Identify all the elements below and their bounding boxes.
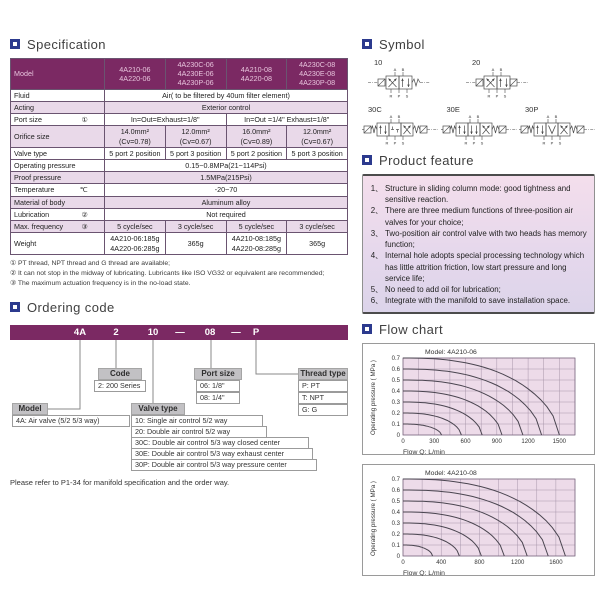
spec-row <box>11 172 348 184</box>
feature-item <box>368 228 588 250</box>
chart-text: 0.2 <box>391 411 400 418</box>
feature-item <box>368 295 588 306</box>
spec-cell <box>287 147 348 159</box>
section-bullet-icon <box>10 39 20 49</box>
section-bullet-icon <box>10 302 20 312</box>
cell-line: 5 port 2 position <box>109 148 161 158</box>
cell-line: 5 port 3 position <box>291 148 343 158</box>
valve-symbol-20 <box>466 58 528 103</box>
chart-text: Flow Q: L/min <box>403 570 445 577</box>
symbol-row-2 <box>362 105 595 150</box>
spec-row-label: Operating pressure <box>11 159 105 171</box>
cell-line: (Cv=0.67) <box>301 136 333 146</box>
valve-symbol-drawing <box>519 115 595 145</box>
section-bullet-icon <box>362 155 372 165</box>
ordering-code-title: Ordering code <box>27 299 115 315</box>
feature-text: Internal hole adopts special processing technology which has little attrition friction, low start pressure and long service life; <box>385 251 585 283</box>
chart-text: 0.4 <box>391 510 400 517</box>
ordering-option-thread_type: T: NPT <box>298 392 348 404</box>
product-feature-box <box>362 174 595 314</box>
chart-text: S <box>480 140 483 145</box>
cell-line: 1.5MPa(215Psi) <box>200 173 252 183</box>
feature-number: 5、 <box>370 284 383 294</box>
feature-text: Structure in sliding column mode: good tightness and sensitive reaction. <box>385 184 571 205</box>
cell-line: 16.0mm² <box>242 127 271 137</box>
spec-cell <box>105 184 348 196</box>
chart-text: 0.1 <box>391 543 400 550</box>
spec-cell <box>287 233 348 254</box>
chart-text: R <box>542 140 546 145</box>
chart-text: A <box>389 115 393 119</box>
valve-symbol-drawing <box>441 115 517 145</box>
feature-item <box>368 250 588 284</box>
spec-cell <box>226 233 287 254</box>
valve-symbol-label: 30E <box>446 105 460 114</box>
chart-text: R <box>464 140 467 145</box>
model-line: 4A230P-06 <box>177 78 214 88</box>
chart-text: B <box>397 115 401 119</box>
cell-line: 5 port 3 position <box>170 148 222 158</box>
cell-line: 12.0mm² <box>302 127 332 137</box>
spec-row-label: Max. frequency ③ <box>11 221 105 233</box>
feature-text: Integrate with the manifold to save installation space. <box>385 296 571 306</box>
spec-cell <box>165 126 226 147</box>
ordering-option-thread_type: G: G <box>298 404 348 416</box>
spec-cell <box>226 114 348 126</box>
model-column-cell <box>165 59 226 90</box>
feature-text: There are three medium functions of three-position air valves for your choice; <box>385 206 574 227</box>
spec-cell <box>287 126 348 147</box>
ordering-group-label-code: Code <box>98 368 142 380</box>
cell-line: 3 cycle/sec <box>299 222 335 232</box>
spec-cell <box>105 196 348 208</box>
chart-text: 0.6 <box>391 367 400 374</box>
chart-text: B <box>401 68 405 72</box>
chart-text: A <box>546 115 550 119</box>
chart-text: 1600 <box>549 560 563 567</box>
feature-number: 1、 <box>370 184 383 193</box>
flow-chart-panel <box>362 343 595 455</box>
chart-text: 800 <box>474 560 485 567</box>
y-axis-label: Operating pressure ( MPa ) <box>370 481 377 557</box>
chart-text: 0.5 <box>391 378 400 385</box>
chart-text: R <box>389 93 393 98</box>
ordering-option-port_size: 08: 1/4" <box>196 392 240 404</box>
spec-row <box>11 159 348 171</box>
valve-symbol-drawing <box>368 68 430 98</box>
ordering-option-valve_type: 30C: Double air control 5/3 way closed center <box>131 437 309 449</box>
cell-line: In=Out=Exhaust=1/8" <box>130 115 200 125</box>
spec-cell <box>105 101 348 113</box>
spec-cell <box>226 126 287 147</box>
spec-footnotes <box>10 259 348 290</box>
cell-line: In=Out =1/4" Exhaust=1/8" <box>244 115 330 125</box>
cell-line: 12.0mm² <box>181 127 210 137</box>
row-note-mark: ℃ <box>79 185 88 195</box>
section-bullet-icon <box>362 324 372 334</box>
chart-text: 0 <box>396 554 400 561</box>
spec-cell <box>226 147 287 159</box>
model-column-cell <box>105 59 166 90</box>
ordering-code-segment: 08 <box>204 327 216 339</box>
valve-symbol-label: 20 <box>472 58 481 67</box>
valve-symbols <box>362 58 595 150</box>
chart-text: A <box>491 68 495 72</box>
cell-line: Aluminum alloy <box>201 197 251 207</box>
cell-line: 4A210-08:185g <box>231 234 281 244</box>
chart-text: 300 <box>429 439 440 446</box>
cell-line: 4A220-06:285g <box>110 243 160 253</box>
feature-number: 3、 <box>370 228 383 238</box>
ordering-code-segment: — <box>175 327 185 339</box>
feature-item <box>368 284 588 295</box>
chart-text: 1200 <box>510 560 525 567</box>
cell-line: 365g <box>309 238 326 248</box>
ordering-group-label-port_size: Port size <box>194 368 242 380</box>
spec-row <box>11 233 348 254</box>
valve-symbol-30E <box>441 105 517 150</box>
chart-text: 0 <box>401 439 405 446</box>
spec-cell <box>105 208 348 220</box>
product-feature-title: Product feature <box>379 152 474 168</box>
ordering-group-label-valve_type: Valve type <box>131 403 185 415</box>
model-line: 4A230C-06 <box>177 60 214 69</box>
chart-text: S <box>558 140 562 145</box>
spec-row <box>11 89 348 101</box>
ordering-code-segment: 2 <box>113 327 119 339</box>
valve-symbol-label: 30P <box>525 105 539 114</box>
spec-row <box>11 114 348 126</box>
footnote-line: ③ The maximum actuation frequency is in the no-load state. <box>10 280 191 288</box>
spec-cell <box>105 126 166 147</box>
valve-symbol-drawing <box>466 68 528 98</box>
feature-number: 6、 <box>370 296 383 306</box>
footnote-line: ② It can not stop in the midway of lubricating. Lubricants like ISO VG32 or equivalent are recommended; <box>10 269 325 277</box>
chart-text: A <box>393 68 397 72</box>
cell-line: 5 cycle/sec <box>117 222 153 232</box>
row-note-mark: ③ <box>81 222 88 232</box>
chart-text: R <box>487 93 491 98</box>
cell-line: (Cv=0.78) <box>118 136 151 146</box>
flow-charts <box>362 343 595 576</box>
spec-cell <box>165 233 226 254</box>
chart-text: 0.7 <box>391 356 400 363</box>
specification-table <box>10 58 348 255</box>
cell-line: 3 cycle/sec <box>177 222 214 232</box>
ordering-code-segment: P <box>252 327 260 339</box>
model-line: 4A230C-08 <box>298 60 336 69</box>
spec-cell <box>105 147 166 159</box>
chart-text: Flow Q: L/min <box>403 449 445 456</box>
ordering-option-valve_type: 10: Single air control 5/2 way <box>131 415 263 427</box>
spec-row-label: Orifice size <box>11 126 105 147</box>
chart-text: 600 <box>460 439 471 446</box>
ordering-option-port_size: 06: 1/8" <box>196 380 240 392</box>
spec-row-label: Valve type <box>11 147 105 159</box>
feature-item <box>368 205 588 227</box>
chart-text: 0.6 <box>391 488 400 495</box>
cell-line: 4A210-06:185g <box>110 234 160 244</box>
ordering-option-valve_type: 20: Double air control 5/2 way <box>131 426 267 438</box>
flow-chart-svg <box>363 345 594 455</box>
chart-text: 0 <box>396 433 400 440</box>
spec-row <box>11 184 348 196</box>
feature-text: No need to add oil for lubrication; <box>385 284 501 294</box>
chart-text: 1500 <box>552 439 567 446</box>
symbol-title: Symbol <box>379 36 425 52</box>
feature-text: Two-position air control valve with two heads has memory function; <box>385 228 587 250</box>
model-line: 4A230E-08 <box>299 69 336 79</box>
ordering-code-segment: 10 <box>147 327 159 339</box>
spec-row-label: Material of body <box>11 196 105 208</box>
model-line: 4A220-08 <box>240 73 272 83</box>
ordering-option-thread_type: P: PT <box>298 380 348 392</box>
valve-symbol-label: 30C <box>368 105 382 114</box>
ordering-code-header <box>10 299 348 315</box>
product-feature-header <box>362 152 595 168</box>
chart-text: B <box>476 115 479 119</box>
model-column-cell <box>287 59 348 90</box>
model-line: 4A210-06 <box>119 64 151 74</box>
chart-text: 900 <box>491 439 502 446</box>
ordering-option-code: 2: 200 Series <box>94 380 146 392</box>
row-note-mark: ② <box>81 209 88 219</box>
flow-chart-svg <box>363 466 594 576</box>
right-column <box>362 36 595 585</box>
ordering-group-label-thread_type: Thread type <box>298 368 348 380</box>
chart-text: P <box>495 93 499 98</box>
flow-chart-panel <box>362 464 595 576</box>
spec-row-label: Lubrication ② <box>11 208 105 220</box>
valve-symbol-10 <box>368 58 430 103</box>
chart-text: R <box>385 140 389 145</box>
cell-line: 0.15~0.8MPa(21~114Psi) <box>185 160 267 170</box>
chart-text: P <box>550 140 554 145</box>
cell-line: 14.0mm² <box>120 127 150 137</box>
feature-number: 2、 <box>370 206 383 216</box>
valve-symbol-drawing <box>362 115 438 145</box>
chart-text: Model: 4A210-06 <box>425 349 477 357</box>
cell-line: Not required <box>206 209 246 219</box>
section-bullet-icon <box>362 39 372 49</box>
chart-text: Model: 4A210-08 <box>425 470 477 478</box>
specification-title: Specification <box>27 36 106 52</box>
ordering-group-label-model: Model <box>12 403 48 415</box>
cell-line: (Cv=0.67) <box>179 136 212 146</box>
model-column-cell <box>226 59 287 90</box>
chart-text: 400 <box>436 560 447 567</box>
valve-symbol-30C <box>362 105 438 150</box>
spec-row <box>11 101 348 113</box>
specification-header <box>10 36 348 52</box>
chart-text: S <box>503 93 507 98</box>
spec-cell <box>105 159 348 171</box>
cell-line: 5 port 2 position <box>230 148 282 158</box>
model-corner-cell: Model <box>11 59 105 90</box>
cell-line: -20~70 <box>214 185 238 195</box>
spec-row <box>11 208 348 220</box>
chart-text: 0.3 <box>391 521 400 528</box>
spec-cell <box>287 221 348 233</box>
feature-item <box>368 183 588 205</box>
spec-row <box>11 126 348 147</box>
chart-text: A <box>468 115 471 119</box>
ordering-code-segment: — <box>231 327 241 339</box>
ordering-option-valve_type: 30E: Double air control 5/3 way exhaust center <box>131 448 313 460</box>
spec-row-label: Acting <box>11 101 105 113</box>
symbol-row-1 <box>362 58 595 103</box>
spec-row <box>11 147 348 159</box>
spec-row <box>11 196 348 208</box>
cell-line: 365g <box>187 238 204 248</box>
spec-cell <box>105 172 348 184</box>
model-line: 4A230E-06 <box>177 69 214 79</box>
spec-row-label: Proof pressure <box>11 172 105 184</box>
cell-line: 4A220-08:285g <box>231 243 281 253</box>
ordering-code-segment: 4A <box>73 327 87 339</box>
chart-text: 1200 <box>521 439 535 446</box>
chart-text: 0.7 <box>391 477 400 484</box>
chart-text: P <box>397 93 401 98</box>
chart-text: 0 <box>401 560 405 567</box>
row-note-mark: ① <box>81 115 88 125</box>
ordering-code-diagram <box>10 325 348 497</box>
footnote-line: ① PT thread, NPT thread and G thread are available; <box>10 259 170 267</box>
chart-text: S <box>405 93 409 98</box>
cell-line: 5 cycle/sec <box>238 222 275 232</box>
spec-cell <box>105 114 227 126</box>
chart-text: S <box>401 140 405 145</box>
spec-cell <box>105 89 348 101</box>
left-column <box>10 36 348 497</box>
chart-text: 0.3 <box>391 400 400 407</box>
spec-header-row <box>11 59 348 90</box>
chart-text: B <box>554 115 558 119</box>
flow-chart-header <box>362 321 595 337</box>
symbol-header <box>362 36 595 52</box>
y-axis-label: Operating pressure ( MPa ) <box>370 360 377 436</box>
chart-text: P <box>393 140 397 145</box>
spec-row <box>11 221 348 233</box>
cell-line: Exterior control <box>201 102 251 112</box>
spec-row-label: Weight <box>11 233 105 254</box>
model-line: 4A220-06 <box>119 73 151 83</box>
chart-text: 0.5 <box>391 499 400 506</box>
ordering-note: Please refer to P1-34 for manifold specification and the order way. <box>10 478 230 488</box>
feature-number: 4、 <box>370 251 383 261</box>
ordering-option-valve_type: 30P: Double air control 5/3 way pressure center <box>131 459 317 471</box>
model-line: 4A210-08 <box>240 64 272 74</box>
chart-text: 0.2 <box>391 532 400 539</box>
spec-cell <box>105 221 166 233</box>
spec-row-label: Port size ① <box>11 114 105 126</box>
chart-text: B <box>499 68 503 72</box>
flow-chart-title: Flow chart <box>379 321 443 337</box>
spec-cell <box>226 221 287 233</box>
cell-line: (Cv=0.89) <box>240 136 273 146</box>
spec-row-label: Fluid <box>11 89 105 101</box>
cell-line: Air( to be filtered by 40um filter element) <box>162 90 290 100</box>
model-line: 4A230P-08 <box>299 78 336 88</box>
ordering-option-model: 4A: Air valve (5/2 5/3 way) <box>12 415 130 427</box>
chart-text: 0.1 <box>391 422 400 429</box>
valve-symbol-30P <box>519 105 595 150</box>
spec-row-label: Temperature ℃ <box>11 184 105 196</box>
spec-cell <box>165 221 226 233</box>
valve-symbol-label: 10 <box>374 58 383 67</box>
spec-cell <box>165 147 226 159</box>
spec-cell <box>105 233 166 254</box>
chart-text: P <box>472 140 475 145</box>
chart-text: 0.4 <box>391 389 400 396</box>
